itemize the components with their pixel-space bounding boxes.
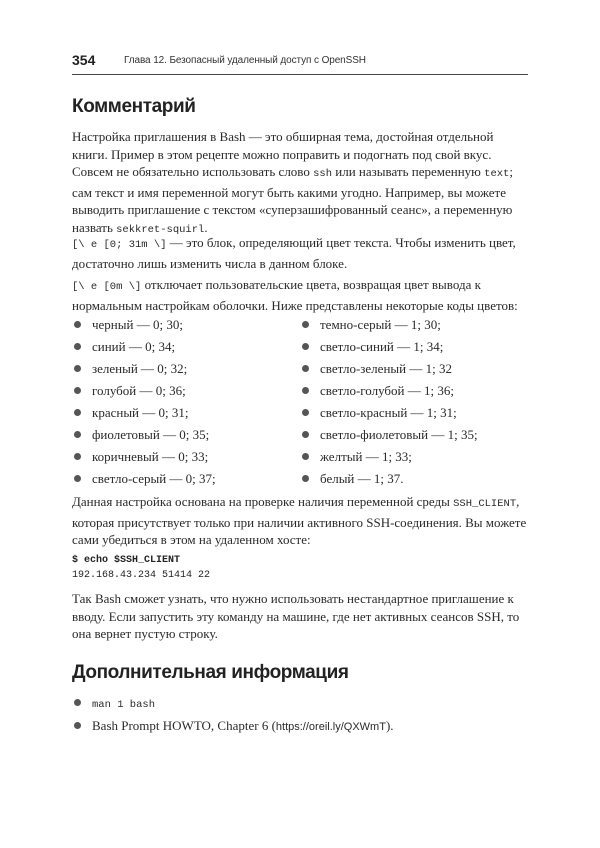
bullet-icon <box>302 431 309 438</box>
code-command: $ echo $SSH_CLIENT <box>72 555 181 566</box>
bullet-icon <box>74 365 81 372</box>
running-head: Глава 12. Безопасный удаленный доступ с OpenSSH <box>124 55 366 66</box>
list-item <box>74 717 394 740</box>
list-item <box>74 470 216 492</box>
code-block <box>72 553 210 583</box>
text-run: . <box>204 219 208 235</box>
paragraph-conclusion: Так Bash сможет узнать, что нужно использовать нестандартное приглашение к вводу. Если запустить эту команду на машине, где нет активных сеансов SSH, то она вернет пустую строку. <box>72 591 520 641</box>
list-item <box>74 382 216 404</box>
bullet-icon <box>302 343 309 350</box>
list-item <box>302 448 478 470</box>
list-item-text: светло-синий — 1; 34; <box>320 339 444 354</box>
inline-code: ssh <box>313 168 333 180</box>
list-item-text: коричневый — 0; 33; <box>92 449 209 464</box>
text-run: ; сам текст и имя переменной могут быть какими угодно. Например, вы можете выводить приглашение с текстом «суперзашифрованный сеанс», а переменную назвать <box>72 164 513 235</box>
text-run: ). <box>385 718 394 733</box>
list-item-text: темно-серый — 1; 30; <box>320 317 441 332</box>
bullet-icon <box>74 475 81 482</box>
list-item-text: синий — 0; 34; <box>92 339 176 354</box>
paragraph-intro <box>72 128 528 239</box>
bullet-icon <box>74 453 81 460</box>
code-output: 192.168.43.234 51414 22 <box>72 570 211 581</box>
list-item-text: голубой — 0; 36; <box>92 383 186 398</box>
color-codes-list-right <box>302 316 478 492</box>
paragraph-ssh-client <box>72 493 528 549</box>
list-item-text: белый — 1; 37. <box>320 471 404 486</box>
text-run: — это блок, определяющий цвет текста. Чтобы изменить цвет, достаточно лишь изменить числа в данном блоке. <box>72 235 516 271</box>
inline-code: man 1 bash <box>92 699 156 711</box>
section-heading-more-info: Дополнительная информация <box>72 662 349 683</box>
paragraph-reset-block <box>72 276 528 314</box>
list-item <box>302 360 478 382</box>
list-item-text: красный — 0; 31; <box>92 405 189 420</box>
bullet-icon <box>74 343 81 350</box>
bullet-icon <box>74 321 81 328</box>
inline-code: SSH_CLIENT <box>453 498 517 510</box>
inline-code: sekkret-squirl <box>116 223 205 236</box>
page-header <box>72 50 528 75</box>
bullet-icon <box>74 699 81 706</box>
url-link[interactable]: https://oreil.ly/QXWmT <box>275 721 386 733</box>
bullet-icon <box>74 722 81 729</box>
inline-code: [\ e [0m \] <box>72 281 142 293</box>
bullet-icon <box>302 453 309 460</box>
text-run: Bash Prompt HOWTO, Chapter 6 ( <box>92 718 276 733</box>
bullet-icon <box>302 409 309 416</box>
list-item <box>302 404 478 426</box>
list-item <box>74 404 216 426</box>
list-item-text: фиолетовый — 0; 35; <box>92 427 210 442</box>
list-item <box>302 382 478 404</box>
list-item-text: светло-зеленый — 1; 32 <box>320 361 452 376</box>
list-item <box>74 316 216 338</box>
bullet-icon <box>74 409 81 416</box>
section-heading-comment: Комментарий <box>72 96 196 117</box>
more-info-list <box>74 694 394 740</box>
text-run: отключает пользовательские цвета, возвращая цвет вывода к нормальным настройкам оболочки. Ниже представлены некоторые коды цветов: <box>72 277 518 313</box>
inline-code: text <box>484 168 510 180</box>
inline-code: [\ e [0; 31m \] <box>72 239 167 251</box>
list-item <box>302 316 478 338</box>
color-codes-list-left <box>74 316 216 492</box>
text-run: или называть переменную <box>332 164 485 179</box>
list-item <box>74 448 216 470</box>
list-item-text: светло-красный — 1; 31; <box>320 405 457 420</box>
bullet-icon <box>302 387 309 394</box>
text-run: , которая присутствует только при наличии активного SSH-соединения. Вы можете сами убедиться в этом на удаленном хосте: <box>72 494 527 547</box>
bullet-icon <box>302 475 309 482</box>
list-item-text: желтый — 1; 33; <box>320 449 412 464</box>
list-item <box>302 470 478 492</box>
bullet-icon <box>302 365 309 372</box>
list-item <box>74 426 216 448</box>
bullet-icon <box>302 321 309 328</box>
page-number: 354 <box>72 52 96 68</box>
list-item-text: светло-фиолетовый — 1; 35; <box>320 427 478 442</box>
text-run: Настройка приглашения в Bash — это обширная тема, достойная отдельной книги. Пример в этом рецепте можно поправить и подогнать под свой вкус. Совсем не обязательно использовать слово <box>72 129 494 179</box>
bullet-icon <box>74 387 81 394</box>
list-item <box>302 338 478 360</box>
list-item-text: черный — 0; 30; <box>92 317 183 332</box>
paragraph-color-block <box>72 234 528 272</box>
list-item <box>74 360 216 382</box>
text-run: Данная настройка основана на проверке наличия переменной среды <box>72 494 454 509</box>
bullet-icon <box>74 431 81 438</box>
list-item-text: зеленый — 0; 32; <box>92 361 188 376</box>
list-item-text: светло-голубой — 1; 36; <box>320 383 454 398</box>
list-item <box>74 338 216 360</box>
list-item-text: светло-серый — 0; 37; <box>92 471 216 486</box>
list-item <box>302 426 478 448</box>
list-item <box>74 694 394 717</box>
